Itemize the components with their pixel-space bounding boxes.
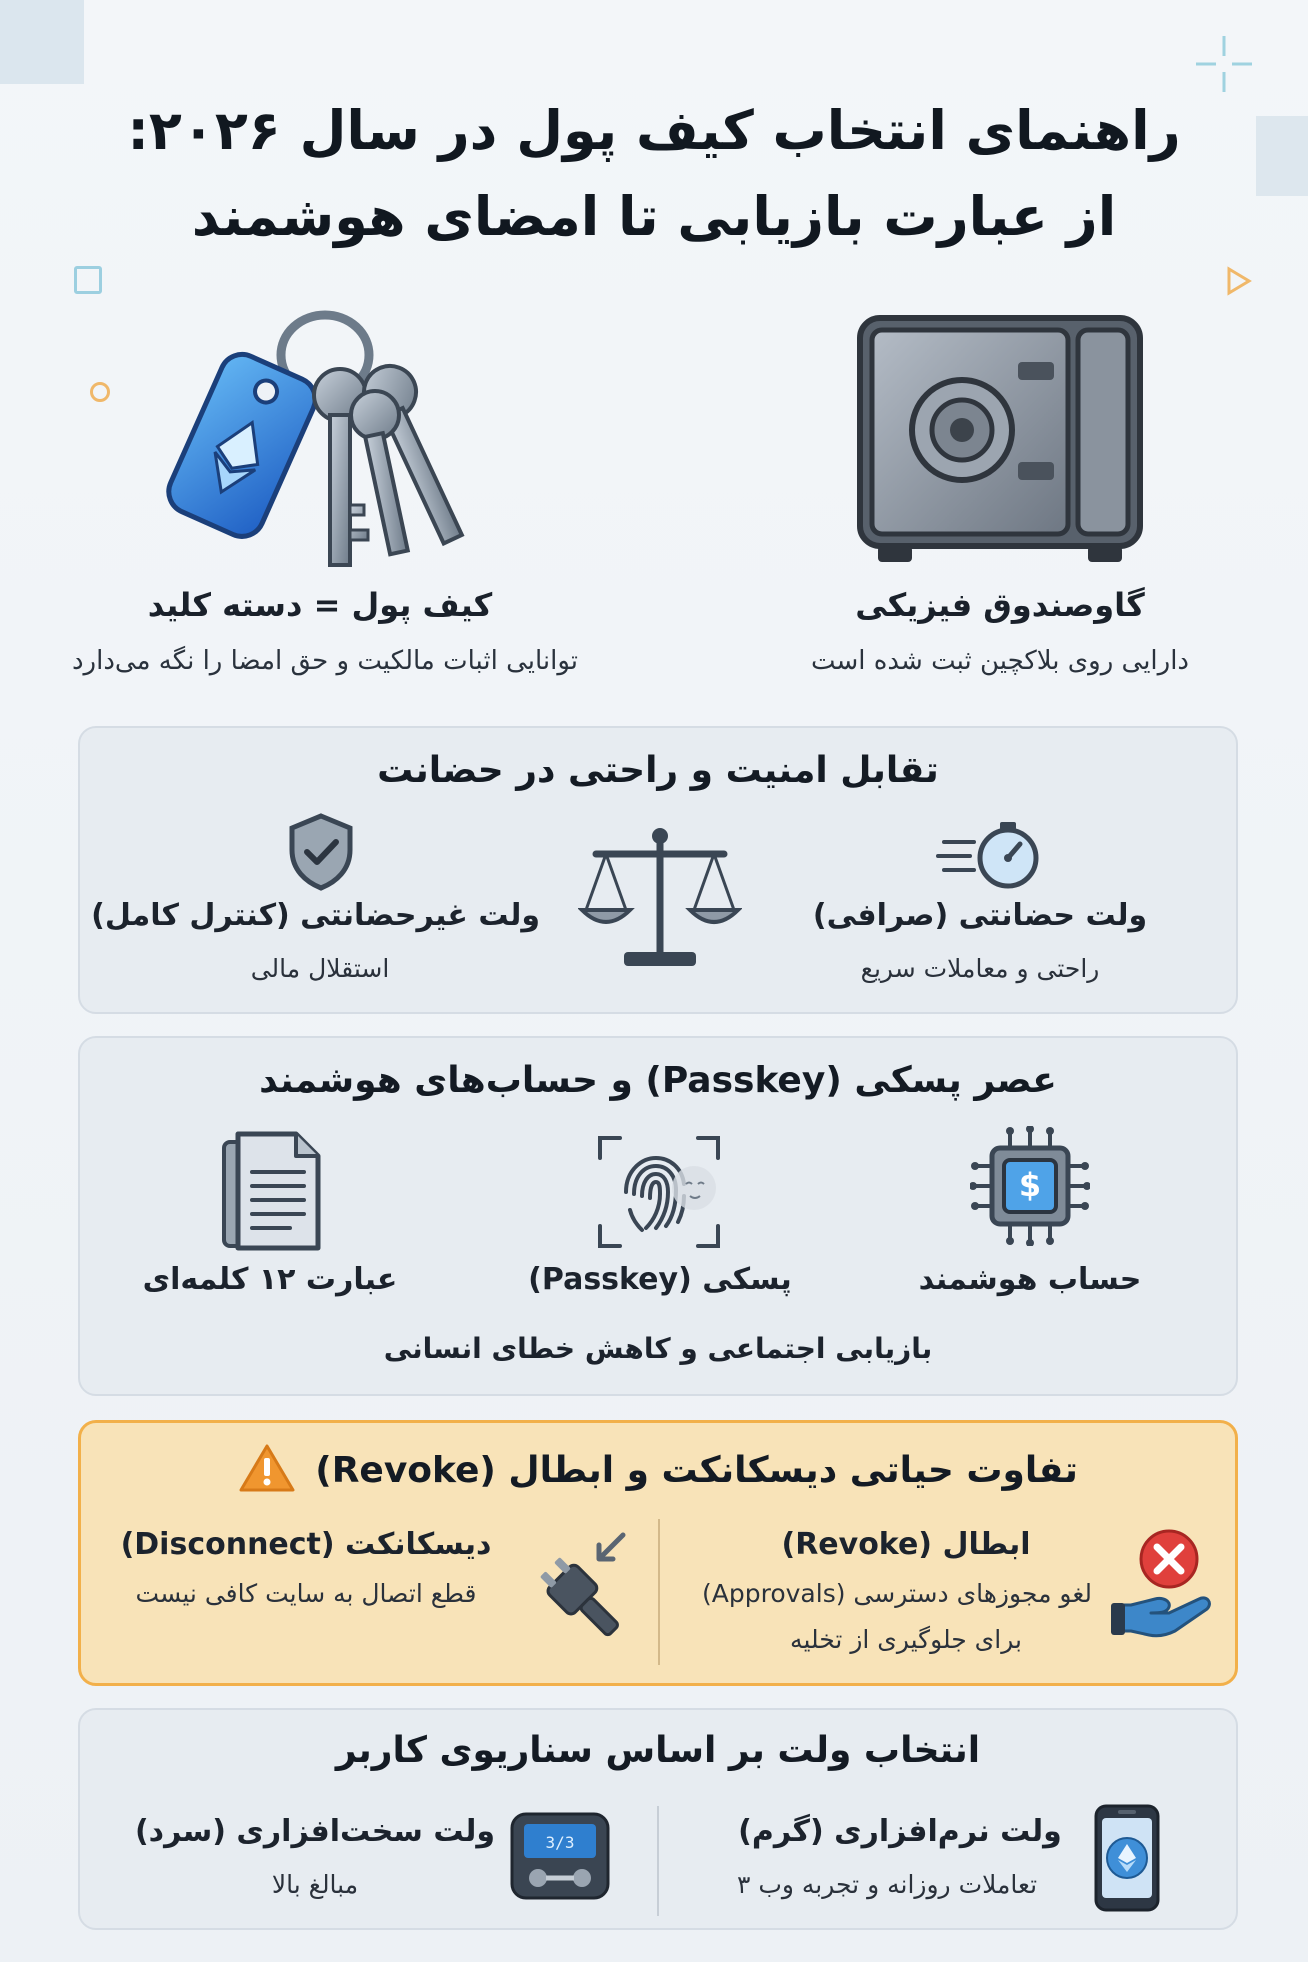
revoke-title-row	[81, 1443, 1235, 1497]
scenario-panel	[78, 1708, 1238, 1930]
triangle-decoration	[1226, 266, 1252, 300]
balance-scale-icon	[578, 824, 742, 972]
safe-caption-subtitle: دارایی روی بلاکچین ثبت شده است	[810, 646, 1190, 676]
title-line-2: از عبارت بازیابی تا امضای هوشمند	[191, 185, 1117, 248]
software-wallet-subtitle: تعاملات روزانه و تجربه وب ۳	[736, 1870, 1038, 1899]
circle-decoration	[90, 382, 110, 402]
keys-caption-subtitle: توانایی اثبات مالکیت و حق امضا را نگه می‌دارد	[71, 646, 579, 676]
page-title	[0, 88, 1308, 260]
keychain-icon	[150, 300, 480, 570]
revoke-panel-title: تفاوت حیاتی دیسکانکت و ابطال (Revoke)	[315, 1449, 1078, 1491]
software-wallet-title: ولت نرم‌افزاری (گرم)	[738, 1814, 1062, 1849]
custody-panel	[78, 726, 1238, 1014]
fingerprint-icon	[596, 1132, 722, 1252]
hardware-wallet-title: ولت سخت‌افزاری (سرد)	[134, 1814, 496, 1849]
scenario-divider	[657, 1806, 659, 1916]
document-icon	[220, 1130, 324, 1254]
svg-text:$: $	[1018, 1166, 1042, 1204]
keys-caption-title: کیف پول = دسته کلید	[147, 586, 493, 624]
custodial-wallet-subtitle: راحتی و معاملات سریع	[860, 954, 1100, 983]
passkey-panel-title: عصر پسکی (Passkey) و حساب‌های هوشمند	[259, 1060, 1057, 1101]
revoke-item-line-1: لغو مجوزهای دسترسی (Approvals)	[702, 1579, 1092, 1608]
smart-account-label: حساب هوشمند	[918, 1262, 1142, 1297]
hardware-wallet-subtitle: مبالغ بالا	[271, 1870, 359, 1899]
passkey-footer: بازیابی اجتماعی و کاهش خطای انسانی	[383, 1332, 933, 1365]
title-line-1: راهنمای انتخاب کیف پول در سال ۲۰۲۶:	[127, 99, 1181, 162]
revoke-panel	[78, 1420, 1238, 1686]
crosshair-decoration	[1196, 36, 1252, 92]
hand-cancel-icon	[1111, 1527, 1215, 1645]
corner-decoration	[0, 0, 84, 84]
disconnect-item-line-1: قطع اتصال به سایت کافی نیست	[135, 1579, 477, 1608]
revoke-divider	[658, 1519, 660, 1665]
speedometer-icon	[936, 820, 1046, 892]
custodial-wallet-title: ولت حضانتی (صرافی)	[812, 898, 1148, 933]
scenario-panel-title: انتخاب ولت بر اساس سناریوی کاربر	[335, 1730, 981, 1771]
hardware-wallet-icon	[508, 1810, 612, 1902]
non-custodial-wallet-title: ولت غیرحضانتی (کنترل کامل)	[91, 898, 540, 933]
safe-caption-title: گاوصندوق فیزیکی	[855, 586, 1145, 624]
smart-chip-icon	[970, 1126, 1090, 1246]
smartphone-icon	[1092, 1802, 1162, 1914]
vault-safe-icon	[850, 312, 1150, 568]
passkey-panel	[78, 1036, 1238, 1396]
square-decoration	[74, 266, 102, 294]
warning-icon	[238, 1443, 296, 1497]
seed-phrase-label: عبارت ۱۲ کلمه‌ای	[142, 1262, 398, 1297]
custody-panel-title: تقابل امنیت و راحتی در حضانت	[377, 750, 939, 791]
passkey-label: پسکی (Passkey)	[528, 1262, 792, 1297]
hardware-wallet-screen-text: 3/3	[545, 1833, 575, 1852]
revoke-item-line-2: برای جلوگیری از تخلیه	[790, 1625, 1022, 1654]
revoke-item-title: ابطال (Revoke)	[781, 1527, 1031, 1562]
non-custodial-wallet-subtitle: استقلال مالی	[250, 954, 390, 983]
shield-check-icon	[286, 812, 356, 892]
disconnect-item-title: دیسکانکت (Disconnect)	[120, 1527, 492, 1562]
unplug-icon	[513, 1529, 629, 1641]
